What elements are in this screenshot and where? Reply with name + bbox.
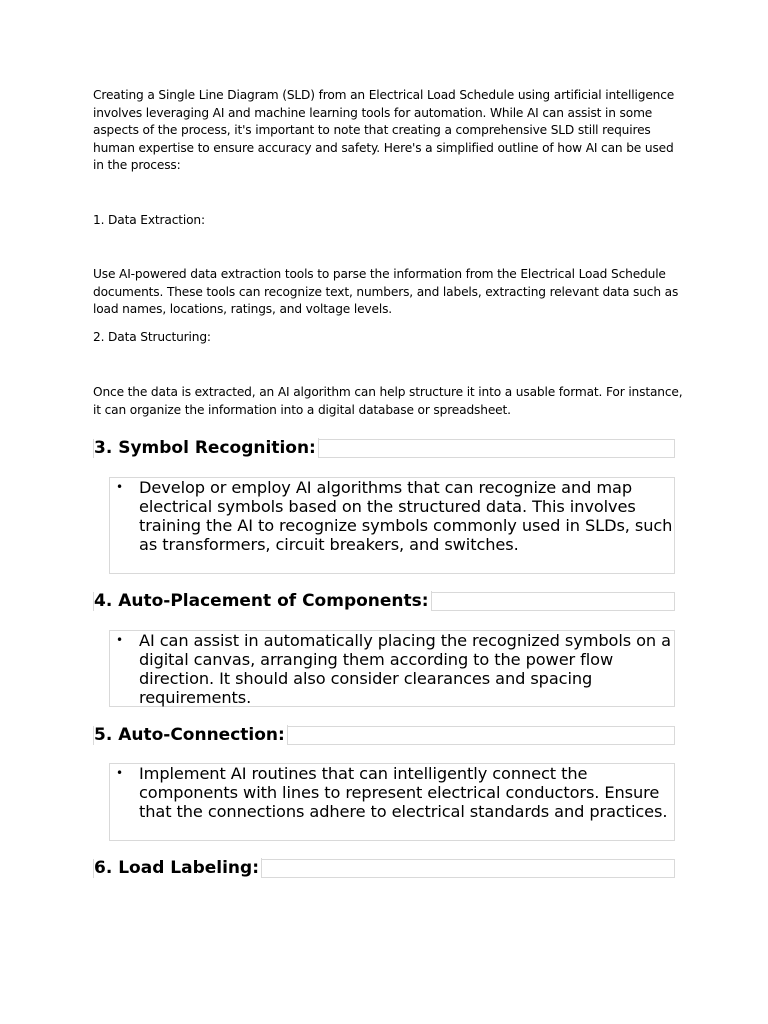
step5-heading: 5. Auto-Connection: (94, 725, 288, 745)
bullet-icon: • (116, 480, 123, 494)
step4-heading: 4. Auto-Placement of Components: (94, 591, 432, 611)
step2-title: 2. Data Structuring: (93, 330, 211, 344)
step6-heading: 6. Load Labeling: (94, 858, 262, 878)
bullet-icon: • (116, 633, 123, 647)
step3-heading: 3. Symbol Recognition: (94, 438, 319, 458)
step6-heading-row (93, 859, 675, 878)
step4-bullet-box (109, 630, 675, 707)
step3-bullet-text: Develop or employ AI algorithms that can recognize and map electrical symbols based on the structured data. This involves training the AI to recognize symbols commonly used in SLDs, such as transformers, circuit breakers, and switches. (139, 478, 673, 554)
step1-title: 1. Data Extraction: (93, 213, 205, 227)
step4-bullet-text: AI can assist in automatically placing the recognized symbols on a digital canvas, arranging them according to the power flow direction. It should also consider clearances and spacing requirements. (139, 631, 671, 707)
step1-body: Use AI-powered data extraction tools to parse the information from the Electrical Load Schedule documents. These tools can recognize text, numbers, and labels, extracting relevant data such as load names, locations, ratings, and voltage levels. (93, 267, 679, 317)
step3-heading-row (93, 439, 675, 458)
bullet-icon: • (116, 766, 123, 780)
step2-body: Once the data is extracted, an AI algorithm can help structure it into a usable format. For instance, it can organize the information into a digital database or spreadsheet. (93, 385, 683, 417)
step3-list (110, 478, 674, 554)
step5-bullet-box (109, 763, 675, 841)
step5-bullet-text: Implement AI routines that can intelligently connect the components with lines to represent electrical conductors. Ensure that the connections adhere to electrical standards and practices. (139, 764, 668, 821)
step4-heading-row (93, 592, 675, 611)
intro-paragraph: Creating a Single Line Diagram (SLD) from an Electrical Load Schedule using artificial intelligence involves leveraging AI and machine learning tools for automation. While AI can assist in some aspects of the process, it's important to note that creating a comprehensive SLD still requires human expertise to ensure accuracy and safety. Here's a simplified outline of how AI can be used in the process: (93, 88, 675, 173)
step3-list-item (110, 478, 674, 554)
step5-heading-row (93, 726, 675, 745)
step3-bullet-box (109, 477, 675, 574)
step5-list (110, 764, 674, 821)
step4-list-item (110, 631, 674, 707)
step5-list-item (110, 764, 674, 821)
step4-list (110, 631, 674, 707)
